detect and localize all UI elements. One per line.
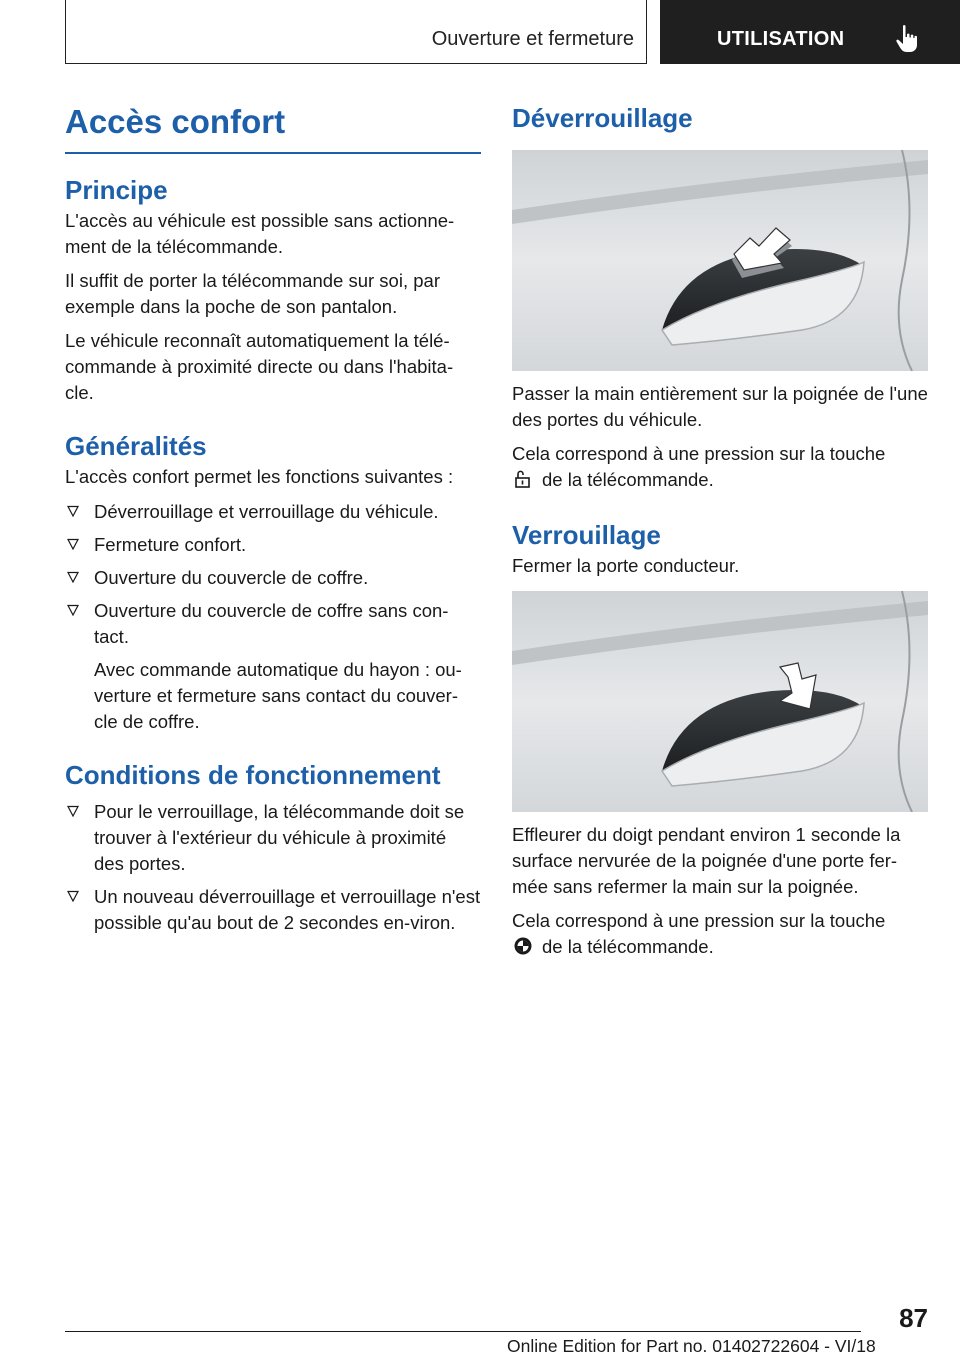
list-item-text: Ouverture du couvercle de coffre.: [94, 567, 369, 588]
deverrouillage-heading: Déverrouillage: [512, 103, 693, 133]
triangle-bullet-icon: [67, 571, 79, 583]
section-title: Ouverture et fermeture: [431, 28, 634, 50]
verrouillage-intro: Fermer la porte conducteur.: [512, 555, 740, 576]
principe-paragraph-1: L'accès au véhicule est possible sans actionne-ment de la télécommande.: [65, 210, 455, 257]
triangle-bullet-icon: [67, 805, 79, 817]
verrouillage-paragraph-1: Effleurer du doigt pendant environ 1 seconde la surface nervurée de la poignée d'une porte fer-mée sans refermer la main sur la poignée.: [512, 824, 901, 897]
list-item-text: Fermeture confort.: [94, 534, 247, 555]
triangle-bullet-icon: [67, 538, 79, 550]
list-item: [65, 884, 481, 936]
header-section-box: [65, 0, 647, 64]
door-handle-unlock-image: [512, 150, 928, 371]
triangle-bullet-icon: [67, 505, 79, 517]
chapter-tab-label: UTILISATION: [717, 28, 845, 50]
list-item-text: Ouverture du couvercle de coffre sans con-tact.: [94, 600, 449, 647]
list-item: [65, 499, 481, 525]
footer-divider: [65, 1331, 861, 1332]
list-item: [65, 532, 481, 558]
left-column: [65, 100, 481, 943]
deverrouillage-text-after: de la télécommande.: [542, 469, 714, 490]
deverrouillage-text-before: Cela correspond à une pression sur la touche: [512, 443, 886, 464]
page-number: 87: [899, 1303, 928, 1333]
deverrouillage-paragraph-2: [512, 441, 928, 493]
unlock-padlock-icon: [512, 469, 534, 489]
generalites-list: [65, 499, 481, 735]
list-sub-note: Avec commande automatique du hayon : ou-verture et fermeture sans contact du couver-cle de coffre.: [94, 659, 462, 732]
triangle-bullet-icon: [67, 604, 79, 616]
list-item: [65, 799, 481, 877]
verrouillage-paragraph-2: [512, 908, 928, 960]
principe-paragraph-2: Il suffit de porter la télécommande sur soi, par exemple dans la poche de son pantalon.: [65, 270, 440, 317]
verrouillage-heading: Verrouillage: [512, 520, 661, 550]
list-item-text: Pour le verrouillage, la télécommande doit se trouver à l'extérieur du véhicule à proximité des portes.: [94, 801, 465, 874]
bmw-logo-icon: [512, 936, 534, 956]
list-item-text: Déverrouillage et verrouillage du véhicule.: [94, 501, 439, 522]
list-item: [65, 598, 481, 735]
page-title: Accès confort: [65, 100, 481, 154]
deverrouillage-paragraph-1: Passer la main entièrement sur la poignée de l'une des portes du véhicule.: [512, 383, 928, 430]
chapter-tab: [660, 0, 960, 64]
verrouillage-text-before: Cela correspond à une pression sur la touche: [512, 910, 886, 931]
footer-edition: Online Edition for Part no. 01402722604 - VI/18: [507, 1336, 876, 1356]
principe-heading: Principe: [65, 175, 168, 205]
conditions-list: [65, 799, 481, 936]
triangle-bullet-icon: [67, 890, 79, 902]
door-handle-lock-image: [512, 591, 928, 812]
pointing-hand-icon: [894, 24, 920, 54]
principe-paragraph-3: Le véhicule reconnaît automatiquement la télé-commande à proximité directe ou dans l'habita-cle.: [65, 330, 454, 403]
list-item: [65, 565, 481, 591]
generalites-intro: L'accès confort permet les fonctions suivantes :: [65, 466, 454, 487]
right-column: [512, 100, 928, 960]
generalites-heading: Généralités: [65, 431, 207, 461]
conditions-heading: Conditions de fonctionnement: [65, 760, 441, 790]
list-item-text: Un nouveau déverrouillage et verrouillage n'est possible qu'au bout de 2 secondes en-viron.: [94, 886, 481, 933]
verrouillage-text-after: de la télécommande.: [542, 936, 714, 957]
